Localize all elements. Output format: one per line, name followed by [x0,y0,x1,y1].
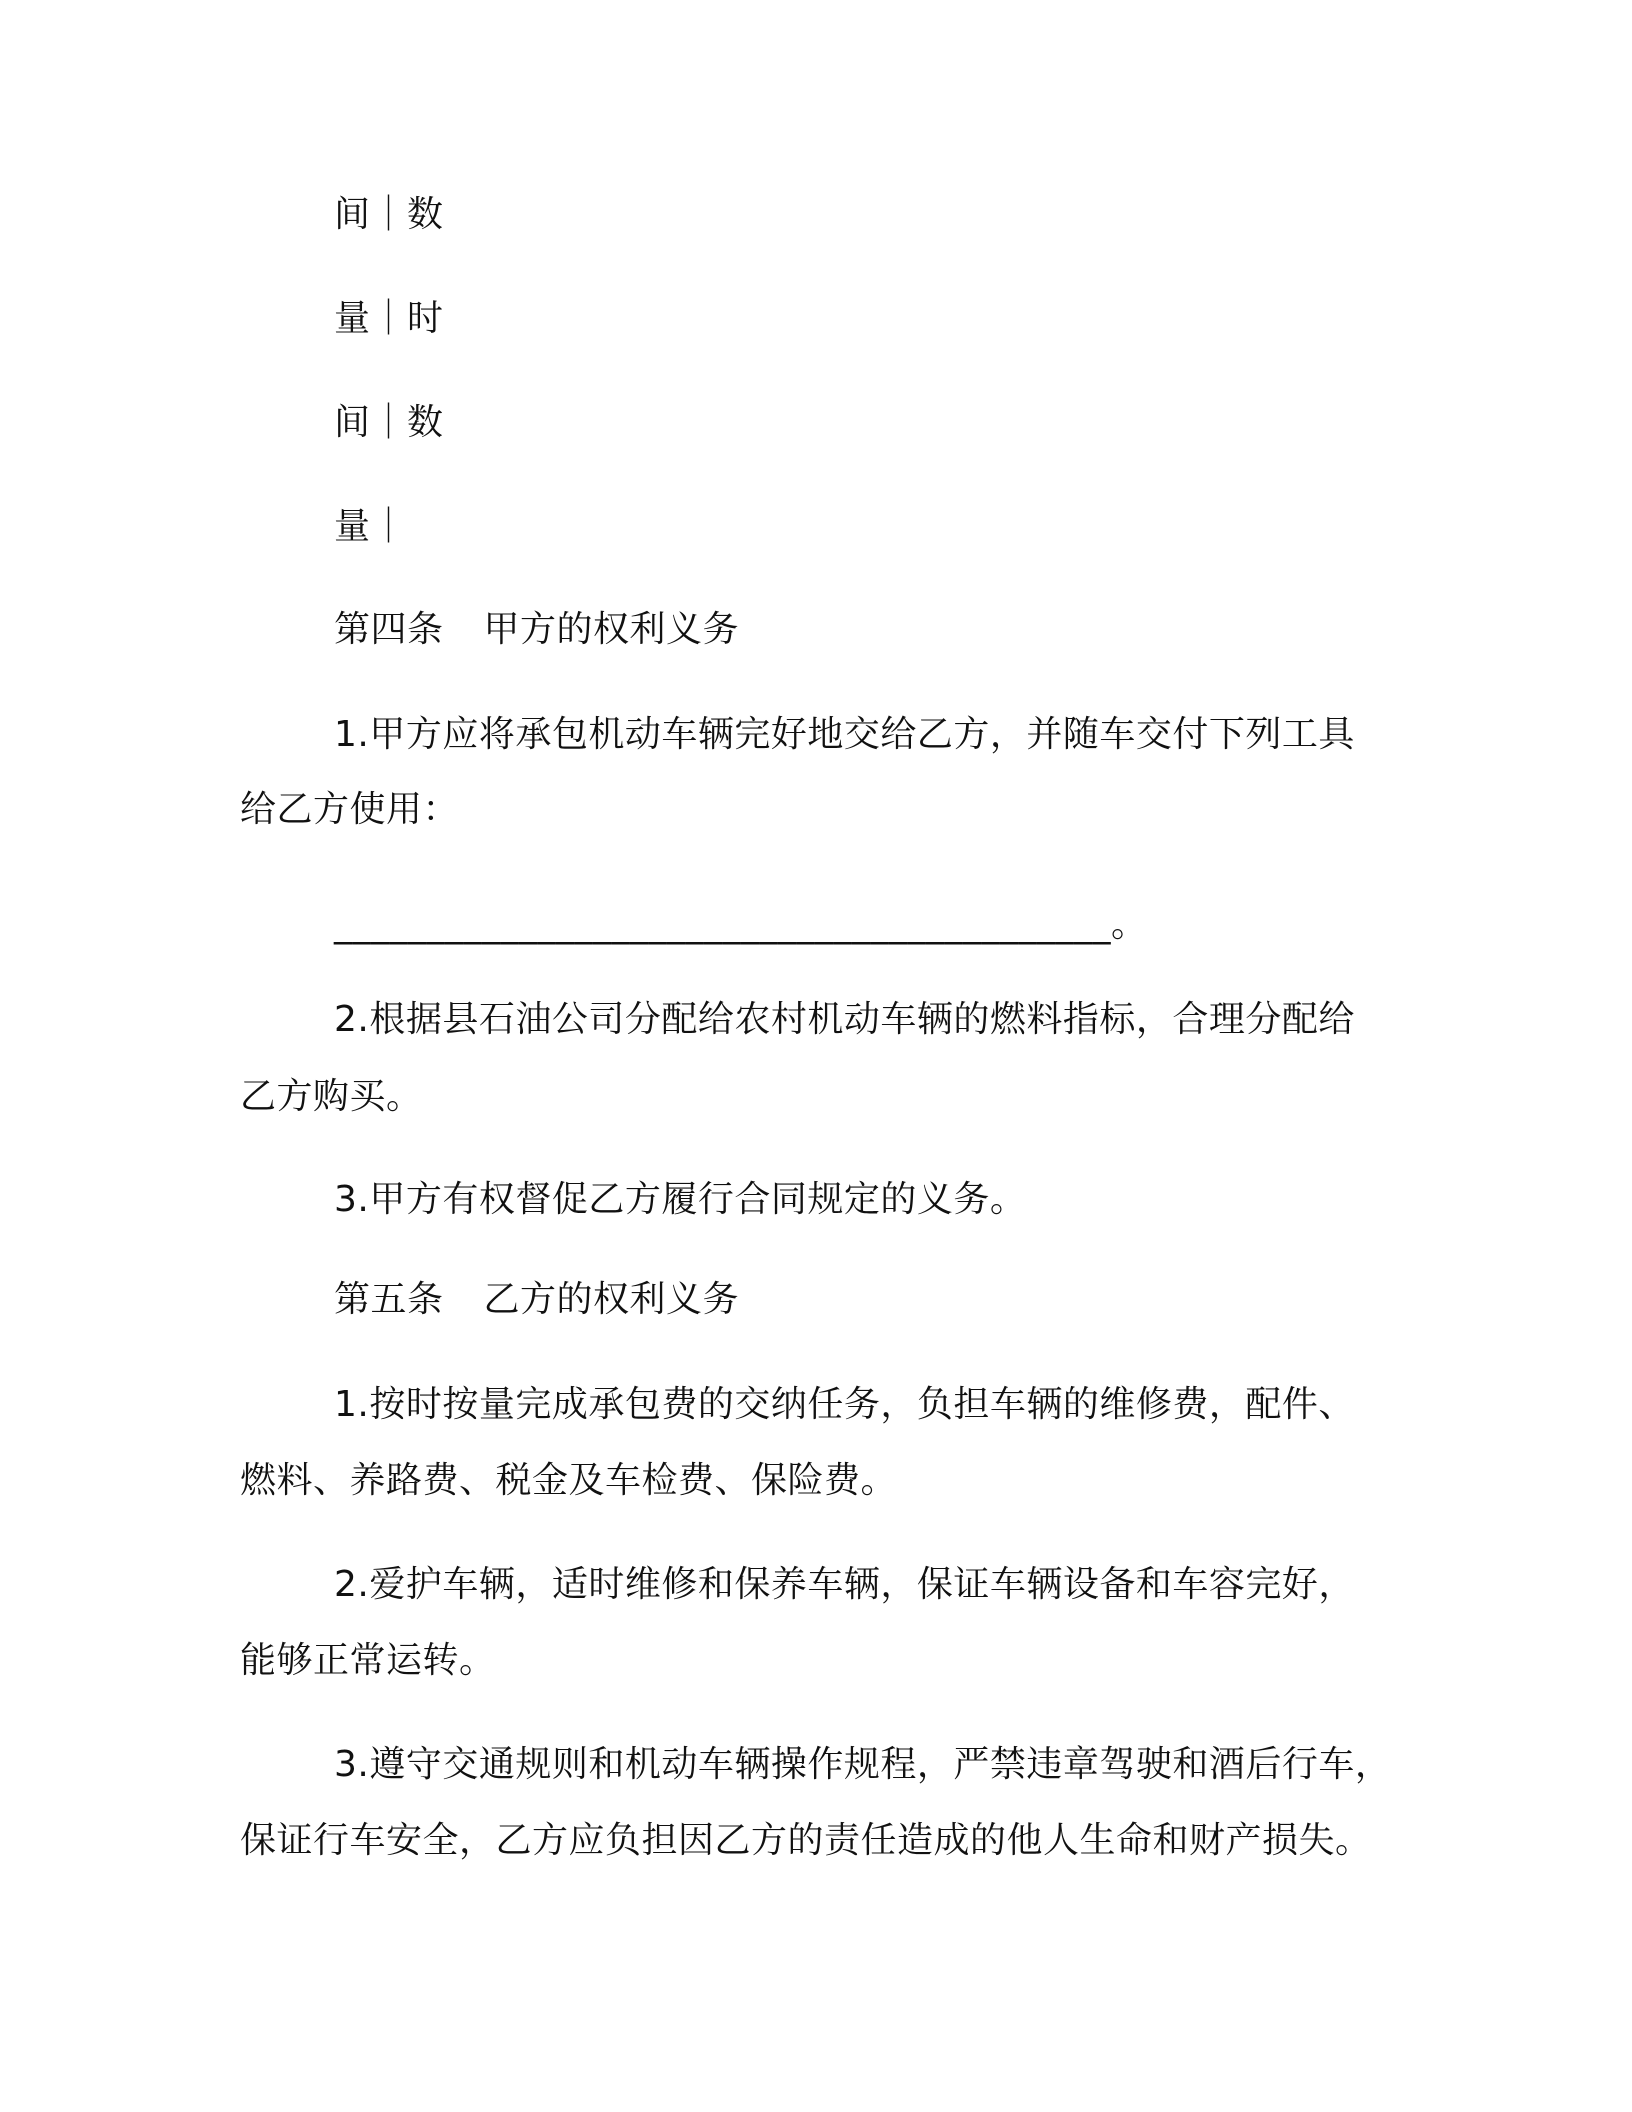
table-fragment-row-4: 量｜ [334,506,408,547]
fill-in-blank-line: __________________________________________。 [334,904,1148,945]
article-4-item-1-line-2: 给乙方使用： [240,789,460,830]
article-5-item-3-line-1: 3.遵守交通规则和机动车辆操作规程，严禁违章驾驶和酒后行车， [334,1744,1392,1785]
article-5-item-3-line-2: 保证行车安全，乙方应负担因乙方的责任造成的他人生命和财产损失。 [240,1820,1372,1861]
article-5-item-2-line-2: 能够正常运转。 [240,1640,496,1681]
article-5-item-1-line-1: 1.按时按量完成承包费的交纳任务，负担车辆的维修费，配件、 [334,1384,1355,1425]
article-4-heading [334,605,739,655]
article-4-item-2-line-1: 2.根据县石油公司分配给农村机动车辆的燃料指标，合理分配给 [334,999,1355,1040]
article-5-title: 乙方的权利义务 [483,1279,740,1320]
article-5-item-1-line-2: 燃料、养路费、税金及车检费、保险费。 [240,1460,898,1501]
article-5-heading [334,1275,739,1325]
article-5-item-2-line-1: 2.爱护车辆，适时维修和保养车辆，保证车辆设备和车容完好， [334,1564,1355,1605]
article-5-number: 第五条 [334,1279,444,1320]
table-fragment-row-3: 间｜数 [334,402,444,443]
article-4-item-1-line-1: 1.甲方应将承包机动车辆完好地交给乙方，并随车交付下列工具 [334,714,1355,755]
article-4-number: 第四条 [334,609,444,650]
article-4-item-3-line-1: 3.甲方有权督促乙方履行合同规定的义务。 [334,1179,1027,1220]
table-fragment-row-2: 量｜时 [334,298,444,339]
table-fragment-row-1: 间｜数 [334,194,444,235]
article-4-title: 甲方的权利义务 [483,609,740,650]
article-4-item-2-line-2: 乙方购买。 [240,1076,423,1117]
